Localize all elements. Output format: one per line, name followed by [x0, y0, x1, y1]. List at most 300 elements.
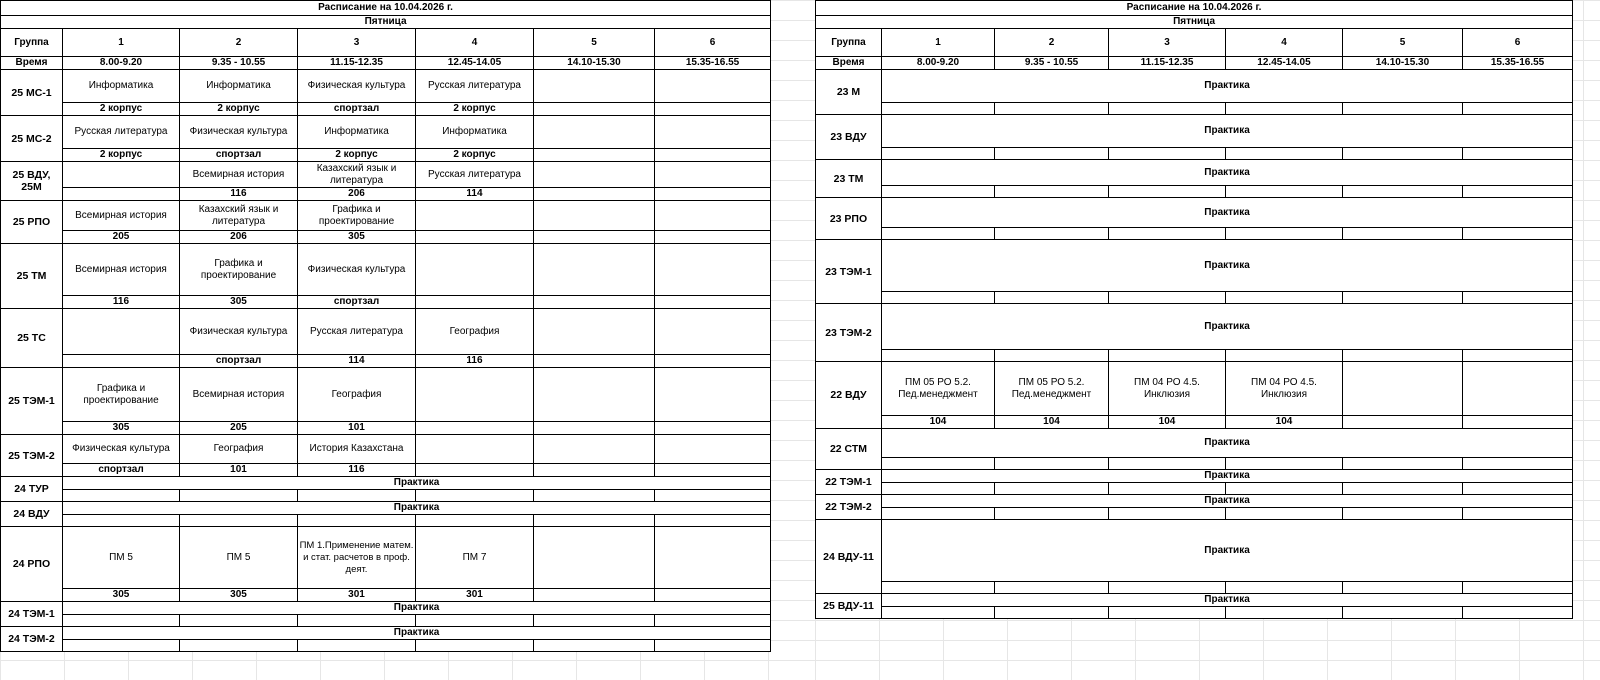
subject-cell-empty [655, 527, 771, 589]
room-cell-empty [655, 589, 771, 602]
period-time-5: 14.10-15.30 [534, 57, 655, 70]
room-cell-empty [655, 103, 771, 116]
subject-cell-empty [416, 244, 534, 296]
group-name-24-тэм-1: 24 ТЭМ-1 [1, 602, 63, 627]
subject-cell-empty [416, 435, 534, 464]
subject-cell-empty [534, 527, 655, 589]
room-cell-empty [655, 422, 771, 435]
sheet-divider [795, 0, 815, 680]
table-row [1, 615, 771, 627]
room-cell: 301 [416, 589, 534, 602]
period-time-4: 12.45-14.05 [1226, 57, 1343, 70]
subject-cell: Информатика [298, 116, 416, 149]
period-header-2: 2 [995, 29, 1109, 57]
period-header-1: 1 [63, 29, 180, 57]
room-cell: 116 [416, 355, 534, 368]
room-cell-empty [882, 350, 995, 362]
room-cell-empty [995, 508, 1109, 520]
room-cell-empty [534, 464, 655, 477]
time-column-header: Время [816, 57, 882, 70]
table-row [816, 228, 1573, 240]
subject-cell: История Казахстана [298, 435, 416, 464]
room-cell-empty [298, 490, 416, 502]
room-cell: 2 корпус [298, 149, 416, 162]
room-cell-empty [1463, 483, 1573, 495]
room-cell-empty [1343, 350, 1463, 362]
subject-cell: Физическая культура [298, 244, 416, 296]
subject-cell: Казахский язык и литература [298, 162, 416, 188]
period-time-3: 11.15-12.35 [1109, 57, 1226, 70]
room-cell: 206 [298, 188, 416, 201]
table-row [1, 231, 771, 244]
group-name-24-тур: 24 ТУР [1, 477, 63, 502]
table-row [1, 640, 771, 652]
room-cell-empty [1109, 186, 1226, 198]
subject-cell-empty [534, 162, 655, 188]
subject-cell: ПМ 1.Применение матем. и стат. расчетов в проф. деят. [298, 527, 416, 589]
table-row [1, 477, 771, 490]
subject-cell: Графика и проектирование [180, 244, 298, 296]
table-row [1, 589, 771, 602]
subject-cell: ПМ 05 РО 5.2. Пед.менеджмент [995, 362, 1109, 416]
room-cell-empty [1226, 508, 1343, 520]
table-row [1, 162, 771, 188]
table-row [1, 502, 771, 515]
room-cell: 114 [298, 355, 416, 368]
group-name-25-вду-11: 25 ВДУ-11 [816, 594, 882, 619]
practice-label: Практика [882, 470, 1573, 483]
room-cell-empty [1463, 416, 1573, 429]
room-cell-empty [882, 508, 995, 520]
practice-label: Практика [882, 304, 1573, 350]
room-cell-empty [882, 292, 995, 304]
table-row [1, 296, 771, 309]
room-cell-empty [416, 231, 534, 244]
practice-label: Практика [882, 115, 1573, 148]
room-cell-empty [995, 458, 1109, 470]
table-row [816, 148, 1573, 160]
table-row [816, 160, 1573, 186]
room-cell-empty [995, 607, 1109, 619]
room-cell-empty [1343, 103, 1463, 115]
subject-cell-empty [655, 309, 771, 355]
period-time-3: 11.15-12.35 [298, 57, 416, 70]
subject-cell-empty [534, 309, 655, 355]
practice-label: Практика [63, 602, 771, 615]
table-row [1, 422, 771, 435]
subject-cell: Всемирная история [180, 162, 298, 188]
group-name-23-тэм-1: 23 ТЭМ-1 [816, 240, 882, 304]
practice-label: Практика [882, 70, 1573, 103]
room-cell-empty [1226, 103, 1343, 115]
table-row [1, 149, 771, 162]
subject-cell: Информатика [180, 70, 298, 103]
subject-cell: Графика и проектирование [63, 368, 180, 422]
table-row [1, 244, 771, 296]
room-cell-empty [882, 186, 995, 198]
period-header-6: 6 [655, 29, 771, 57]
table-row [1, 464, 771, 477]
room-cell-empty [534, 490, 655, 502]
subject-cell: Всемирная история [180, 368, 298, 422]
room-cell-empty [1463, 292, 1573, 304]
room-cell: 2 корпус [180, 103, 298, 116]
subject-cell-empty [655, 201, 771, 231]
table-row [1, 355, 771, 368]
room-cell-empty [1109, 292, 1226, 304]
subject-cell: Информатика [63, 70, 180, 103]
room-cell-empty [1343, 292, 1463, 304]
period-time-6: 15.35-16.55 [655, 57, 771, 70]
subject-cell-empty [655, 162, 771, 188]
table-row [816, 350, 1573, 362]
room-cell: 104 [995, 416, 1109, 429]
room-cell-empty [1463, 350, 1573, 362]
period-header-5: 5 [534, 29, 655, 57]
room-cell-empty [298, 615, 416, 627]
room-cell: 2 корпус [63, 103, 180, 116]
room-cell: 116 [180, 188, 298, 201]
period-header-3: 3 [1109, 29, 1226, 57]
room-cell-empty [995, 350, 1109, 362]
subject-cell: Русская литература [63, 116, 180, 149]
table-row [816, 483, 1573, 495]
room-cell-empty [534, 231, 655, 244]
subject-cell: ПМ 04 РО 4.5. Инклюзия [1226, 362, 1343, 416]
room-cell-empty [1463, 458, 1573, 470]
practice-label: Практика [63, 627, 771, 640]
subject-cell: География [298, 368, 416, 422]
room-cell-empty [1343, 483, 1463, 495]
room-cell-empty [298, 640, 416, 652]
table-row [816, 240, 1573, 292]
practice-label: Практика [882, 429, 1573, 458]
period-time-2: 9.35 - 10.55 [180, 57, 298, 70]
subject-cell: Графика и проектирование [298, 201, 416, 231]
table-row [816, 429, 1573, 458]
table-row [816, 508, 1573, 520]
group-name-25-рпо: 25 РПО [1, 201, 63, 244]
room-cell-empty [180, 515, 298, 527]
day-of-week: Пятница [1, 16, 771, 29]
room-cell-empty [1226, 483, 1343, 495]
room-cell-empty [1463, 607, 1573, 619]
room-cell-empty [1343, 148, 1463, 160]
room-cell: 305 [298, 231, 416, 244]
subject-cell-empty [655, 435, 771, 464]
room-cell-empty [63, 640, 180, 652]
table-row [816, 495, 1573, 508]
room-cell-empty [655, 231, 771, 244]
room-cell-empty [416, 490, 534, 502]
subject-cell: Физическая культура [298, 70, 416, 103]
table-row [1, 435, 771, 464]
period-header-2: 2 [180, 29, 298, 57]
room-cell-empty [1109, 508, 1226, 520]
table-row [1, 627, 771, 640]
room-cell-empty [416, 296, 534, 309]
room-cell-empty [1463, 148, 1573, 160]
room-cell-empty [534, 188, 655, 201]
room-cell-empty [534, 640, 655, 652]
group-name-25-тэм-2: 25 ТЭМ-2 [1, 435, 63, 477]
room-cell-empty [1226, 607, 1343, 619]
subject-cell-empty [655, 368, 771, 422]
group-name-22-тэм-1: 22 ТЭМ-1 [816, 470, 882, 495]
room-cell-empty [995, 228, 1109, 240]
room-cell-empty [63, 515, 180, 527]
room-cell-empty [534, 355, 655, 368]
room-cell-empty [1109, 103, 1226, 115]
period-header-1: 1 [882, 29, 995, 57]
subject-cell: ПМ 04 РО 4.5. Инклюзия [1109, 362, 1226, 416]
room-cell: 104 [1226, 416, 1343, 429]
group-name-25-вду-25м: 25 ВДУ, 25М [1, 162, 63, 201]
room-cell-empty [298, 515, 416, 527]
table-row [816, 594, 1573, 607]
group-name-24-тэм-2: 24 ТЭМ-2 [1, 627, 63, 652]
room-cell-empty [416, 640, 534, 652]
room-cell-empty [882, 458, 995, 470]
subject-cell-empty [63, 309, 180, 355]
room-cell-empty [882, 582, 995, 594]
period-header-6: 6 [1463, 29, 1573, 57]
room-cell-empty [1109, 458, 1226, 470]
practice-label: Практика [882, 198, 1573, 228]
room-cell-empty [995, 483, 1109, 495]
room-cell-empty [534, 615, 655, 627]
room-cell: 116 [298, 464, 416, 477]
group-name-22-стм: 22 СТМ [816, 429, 882, 470]
practice-label: Практика [63, 477, 771, 490]
table-row [816, 458, 1573, 470]
room-cell-empty [1343, 458, 1463, 470]
room-cell-empty [1226, 148, 1343, 160]
room-cell-empty [180, 640, 298, 652]
period-time-6: 15.35-16.55 [1463, 57, 1573, 70]
room-cell-empty [1226, 228, 1343, 240]
subject-cell: ПМ 7 [416, 527, 534, 589]
room-cell-empty [63, 188, 180, 201]
room-cell-empty [995, 186, 1109, 198]
table-row [816, 198, 1573, 228]
subject-cell: Русская литература [416, 162, 534, 188]
right-schedule-table [815, 0, 1573, 619]
practice-label: Практика [63, 502, 771, 515]
room-cell-empty [1109, 228, 1226, 240]
subject-cell-empty [416, 368, 534, 422]
room-cell-empty [180, 615, 298, 627]
table-row [816, 304, 1573, 350]
room-cell-empty [1109, 607, 1226, 619]
table-row [1, 103, 771, 116]
subject-cell: Русская литература [298, 309, 416, 355]
group-name-24-вду: 24 ВДУ [1, 502, 63, 527]
table-row [1, 201, 771, 231]
table-row [1, 527, 771, 589]
room-cell-empty [1109, 483, 1226, 495]
subject-cell: ПМ 05 РО 5.2. Пед.менеджмент [882, 362, 995, 416]
room-cell-empty [995, 148, 1109, 160]
room-cell-empty [1343, 416, 1463, 429]
room-cell: 305 [180, 589, 298, 602]
subject-cell: ПМ 5 [63, 527, 180, 589]
table-row [816, 416, 1573, 429]
period-header-4: 4 [1226, 29, 1343, 57]
table-row [1, 602, 771, 615]
subject-cell-empty [1343, 362, 1463, 416]
period-time-1: 8.00-9.20 [63, 57, 180, 70]
period-header-4: 4 [416, 29, 534, 57]
left-schedule-table [0, 0, 771, 652]
room-cell-empty [534, 296, 655, 309]
group-name-23-вду: 23 ВДУ [816, 115, 882, 160]
room-cell-empty [1463, 582, 1573, 594]
room-cell-empty [1109, 148, 1226, 160]
table-row [816, 607, 1573, 619]
subject-cell-empty [534, 435, 655, 464]
subject-cell-empty [416, 201, 534, 231]
room-cell-empty [1463, 508, 1573, 520]
schedule-title: Расписание на 10.04.2026 г. [816, 1, 1573, 16]
table-row [1, 368, 771, 422]
subject-cell: Физическая культура [63, 435, 180, 464]
group-name-23-тм: 23 ТМ [816, 160, 882, 198]
room-cell-empty [1226, 350, 1343, 362]
room-cell-empty [655, 355, 771, 368]
room-cell-empty [995, 582, 1109, 594]
room-cell-empty [180, 490, 298, 502]
room-cell-empty [882, 228, 995, 240]
room-cell: 114 [416, 188, 534, 201]
room-cell: 116 [63, 296, 180, 309]
period-time-5: 14.10-15.30 [1343, 57, 1463, 70]
subject-cell-empty [534, 368, 655, 422]
group-name-25-мс-1: 25 МС-1 [1, 70, 63, 116]
room-cell-empty [1343, 228, 1463, 240]
subject-cell-empty [534, 244, 655, 296]
room-cell-empty [63, 615, 180, 627]
room-cell-empty [416, 515, 534, 527]
room-cell-empty [1226, 186, 1343, 198]
room-cell: 305 [63, 422, 180, 435]
room-cell: спортзал [180, 355, 298, 368]
table-row [816, 362, 1573, 416]
subject-cell: География [180, 435, 298, 464]
table-row [1, 515, 771, 527]
room-cell-empty [655, 515, 771, 527]
room-cell-empty [1343, 607, 1463, 619]
table-row [816, 582, 1573, 594]
day-of-week: Пятница [816, 16, 1573, 29]
time-column-header: Время [1, 57, 63, 70]
group-name-25-тс: 25 ТС [1, 309, 63, 368]
room-cell-empty [1343, 186, 1463, 198]
room-cell-empty [995, 103, 1109, 115]
room-cell-empty [63, 355, 180, 368]
table-row [1, 490, 771, 502]
room-cell: 301 [298, 589, 416, 602]
group-name-22-вду: 22 ВДУ [816, 362, 882, 429]
room-cell-empty [882, 103, 995, 115]
room-cell: спортзал [298, 103, 416, 116]
room-cell-empty [655, 188, 771, 201]
room-cell-empty [534, 422, 655, 435]
group-name-25-мс-2: 25 МС-2 [1, 116, 63, 162]
room-cell: 104 [1109, 416, 1226, 429]
room-cell-empty [416, 422, 534, 435]
group-name-22-тэм-2: 22 ТЭМ-2 [816, 495, 882, 520]
room-cell-empty [1109, 350, 1226, 362]
practice-label: Практика [882, 240, 1573, 292]
practice-label: Практика [882, 520, 1573, 582]
subject-cell: Физическая культура [180, 116, 298, 149]
room-cell-empty [534, 149, 655, 162]
room-cell: 101 [180, 464, 298, 477]
room-cell-empty [1226, 458, 1343, 470]
table-row [816, 70, 1573, 103]
subject-cell-empty [1463, 362, 1573, 416]
group-name-24-вду-11: 24 ВДУ-11 [816, 520, 882, 594]
room-cell: спортзал [298, 296, 416, 309]
subject-cell-empty [534, 70, 655, 103]
group-name-25-тэм-1: 25 ТЭМ-1 [1, 368, 63, 435]
room-cell-empty [1463, 103, 1573, 115]
subject-cell-empty [655, 70, 771, 103]
room-cell-empty [63, 490, 180, 502]
practice-label: Практика [882, 495, 1573, 508]
subject-cell: Физическая культура [180, 309, 298, 355]
period-header-3: 3 [298, 29, 416, 57]
room-cell-empty [882, 607, 995, 619]
room-cell-empty [1343, 582, 1463, 594]
group-name-23-м: 23 М [816, 70, 882, 115]
room-cell: 205 [180, 422, 298, 435]
room-cell-empty [995, 292, 1109, 304]
subject-cell: ПМ 5 [180, 527, 298, 589]
table-row [816, 292, 1573, 304]
subject-cell: Всемирная история [63, 244, 180, 296]
table-row [1, 70, 771, 103]
group-column-header: Группа [816, 29, 882, 57]
room-cell-empty [655, 640, 771, 652]
room-cell-empty [655, 464, 771, 477]
schedule-title: Расписание на 10.04.2026 г. [1, 1, 771, 16]
room-cell-empty [534, 515, 655, 527]
room-cell-empty [1463, 228, 1573, 240]
period-time-4: 12.45-14.05 [416, 57, 534, 70]
room-cell: 305 [63, 589, 180, 602]
room-cell-empty [1343, 508, 1463, 520]
room-cell-empty [534, 589, 655, 602]
table-row [816, 520, 1573, 582]
period-time-2: 9.35 - 10.55 [995, 57, 1109, 70]
room-cell-empty [534, 103, 655, 116]
room-cell: спортзал [180, 149, 298, 162]
subject-cell: География [416, 309, 534, 355]
room-cell-empty [882, 148, 995, 160]
practice-label: Практика [882, 160, 1573, 186]
room-cell: 101 [298, 422, 416, 435]
period-header-5: 5 [1343, 29, 1463, 57]
right-schedule-sheet [815, 0, 1600, 680]
table-row [1, 116, 771, 149]
table-row [816, 186, 1573, 198]
practice-label: Практика [882, 594, 1573, 607]
subject-cell-empty [655, 244, 771, 296]
room-cell: 305 [180, 296, 298, 309]
room-cell-empty [416, 464, 534, 477]
